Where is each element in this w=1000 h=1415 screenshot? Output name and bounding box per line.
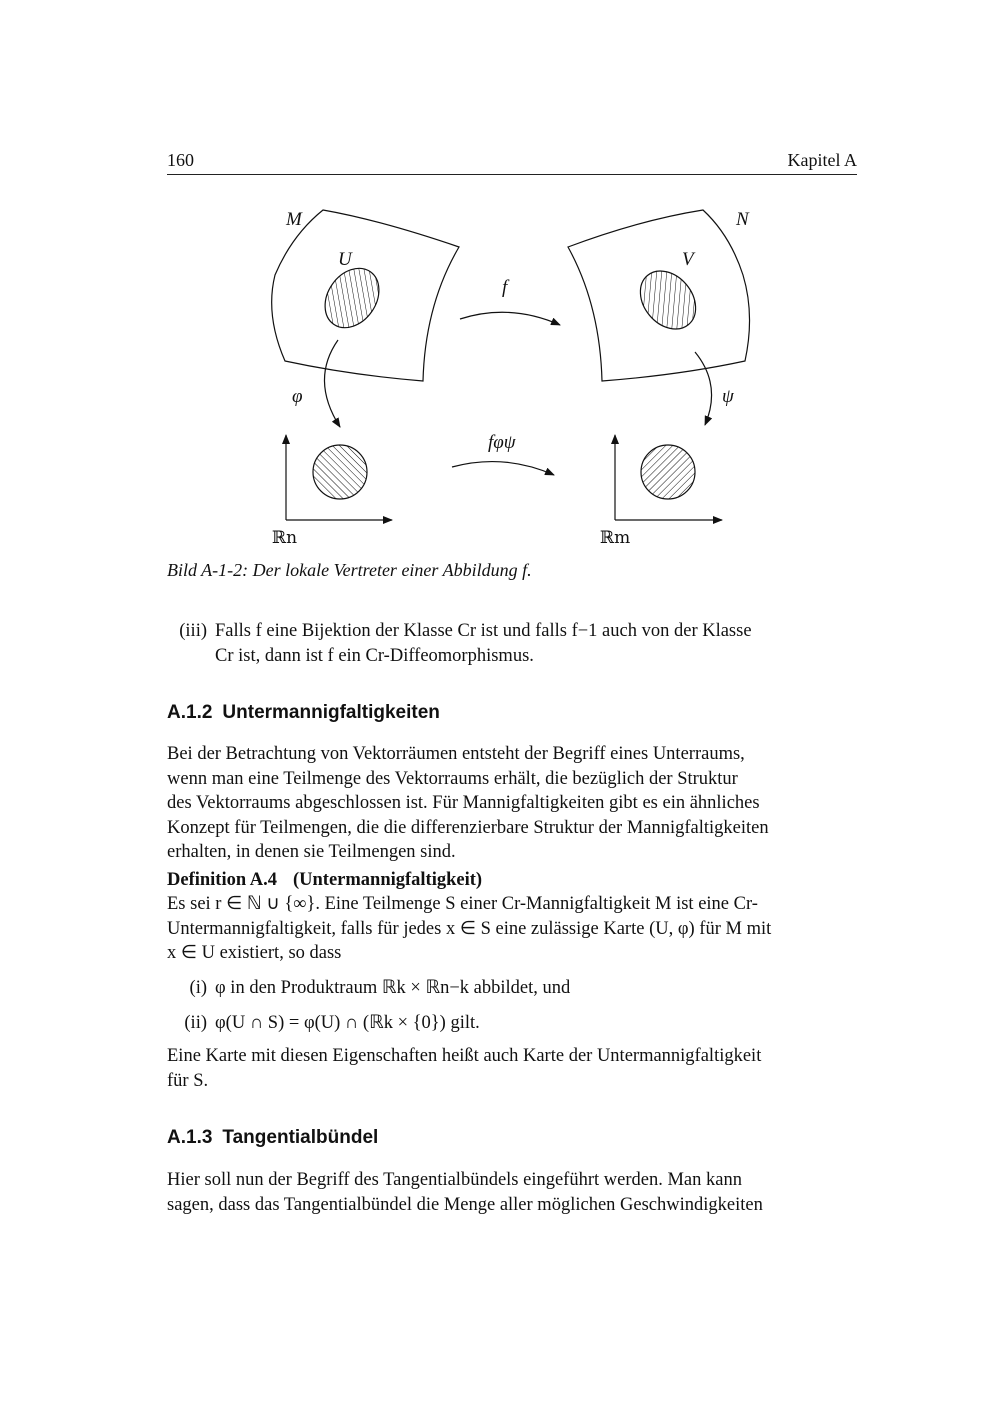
text-line: Konzept für Teilmengen, die die differenzierbare Struktur der Mannigfaltigkeiten	[167, 817, 769, 838]
label-v: V	[682, 249, 694, 270]
text-line: x ∈ U existiert, so dass	[167, 943, 342, 964]
figure-caption: Bild A-1-2: Der lokale Vertreter einer Abbildung f.	[167, 560, 532, 580]
text-line: erhalten, in denen sie Teilmengen sind.	[167, 842, 456, 863]
section-number: A.1.3	[167, 1127, 213, 1148]
label-psi: ψ	[722, 386, 734, 407]
text-line: Es sei r ∈ ℕ ∪ {∞}. Eine Teilmenge S einer Cr-Mannigfaltigkeit M ist eine Cr-	[167, 894, 758, 914]
label-u: U	[338, 249, 352, 270]
section-title: Untermannigfaltigkeiten	[222, 702, 440, 723]
label-n: N	[736, 209, 749, 230]
page-number: 160	[167, 150, 194, 170]
text-line: Eine Karte mit diesen Eigenschaften heißt auch Karte der Untermannigfaltigkeit	[167, 1046, 762, 1066]
item-label: (ii)	[184, 1013, 207, 1033]
text-line: Bei der Betrachtung von Vektorräumen entsteht der Begriff eines Unterraums,	[167, 744, 745, 764]
item-label: (i)	[189, 978, 207, 998]
arrow-f	[460, 312, 560, 325]
arrow-phi	[324, 340, 340, 427]
item-text: φ in den Produktraum ℝk × ℝn−k abbildet, und	[215, 978, 571, 998]
text-line: sagen, dass das Tangentialbündel die Menge aller möglichen Geschwindigkeiten	[167, 1194, 763, 1215]
section-number: A.1.2	[167, 702, 213, 723]
arrow-f-phi-psi	[452, 462, 554, 475]
text-line: Hier soll nun der Begriff des Tangentialbündels eingeführt werden. Man kann	[167, 1170, 742, 1190]
label-f: f	[502, 277, 508, 298]
section-title: Tangentialbündel	[222, 1127, 379, 1148]
definition-body	[167, 892, 857, 966]
label-rn: ℝn	[272, 528, 298, 548]
chart-image-v	[641, 445, 695, 499]
definition-item-ii	[167, 1011, 857, 1036]
figure-local-representative	[230, 195, 790, 550]
definition-item-i	[167, 976, 857, 1001]
item-iii-line-1: Falls f eine Bijektion der Klasse Cr ist und falls f−1 auch von der Klasse	[215, 621, 752, 641]
definition-title: (Untermannigfaltigkeit)	[292, 870, 483, 890]
label-phi: φ	[292, 386, 303, 407]
item-text: φ(U ∩ S) = φ(U) ∩ (ℝk × {0}) gilt.	[215, 1013, 480, 1033]
region-v	[629, 260, 707, 340]
text-line: wenn man eine Teilmenge des Vektorraums erhält, die bezüglich der Struktur	[167, 768, 738, 789]
chart-image-u	[313, 445, 367, 499]
label-m: M	[286, 209, 302, 230]
definition-name: Definition A.4	[167, 870, 277, 890]
paragraph-a12	[167, 742, 857, 865]
item-iii	[167, 619, 857, 669]
figure-diagram	[230, 195, 790, 550]
definition-heading	[167, 870, 482, 891]
item-iii-line-2: Cr ist, dann ist f ein Cr-Diffeomorphismus.	[215, 646, 534, 666]
text-line: für S.	[167, 1070, 209, 1091]
region-u	[314, 258, 390, 338]
label-rm: ℝm	[600, 528, 631, 548]
arrow-psi	[695, 352, 712, 425]
item-iii-label: (iii)	[179, 621, 207, 641]
label-f-phi-psi: fφψ	[488, 432, 516, 453]
text-line: des Vektorraums abgeschlossen ist. Für Mannigfaltigkeiten gibt es ein ähnliches	[167, 793, 760, 814]
paragraph-a13	[167, 1168, 857, 1217]
section-heading-a13	[167, 1127, 378, 1149]
definition-closing	[167, 1044, 857, 1093]
running-head	[167, 148, 857, 175]
section-heading-a12	[167, 702, 440, 724]
text-line: Untermannigfaltigkeit, falls für jedes x ∈ S eine zulässige Karte (U, φ) für M mit	[167, 918, 772, 939]
chapter-title: Kapitel A	[787, 150, 857, 170]
